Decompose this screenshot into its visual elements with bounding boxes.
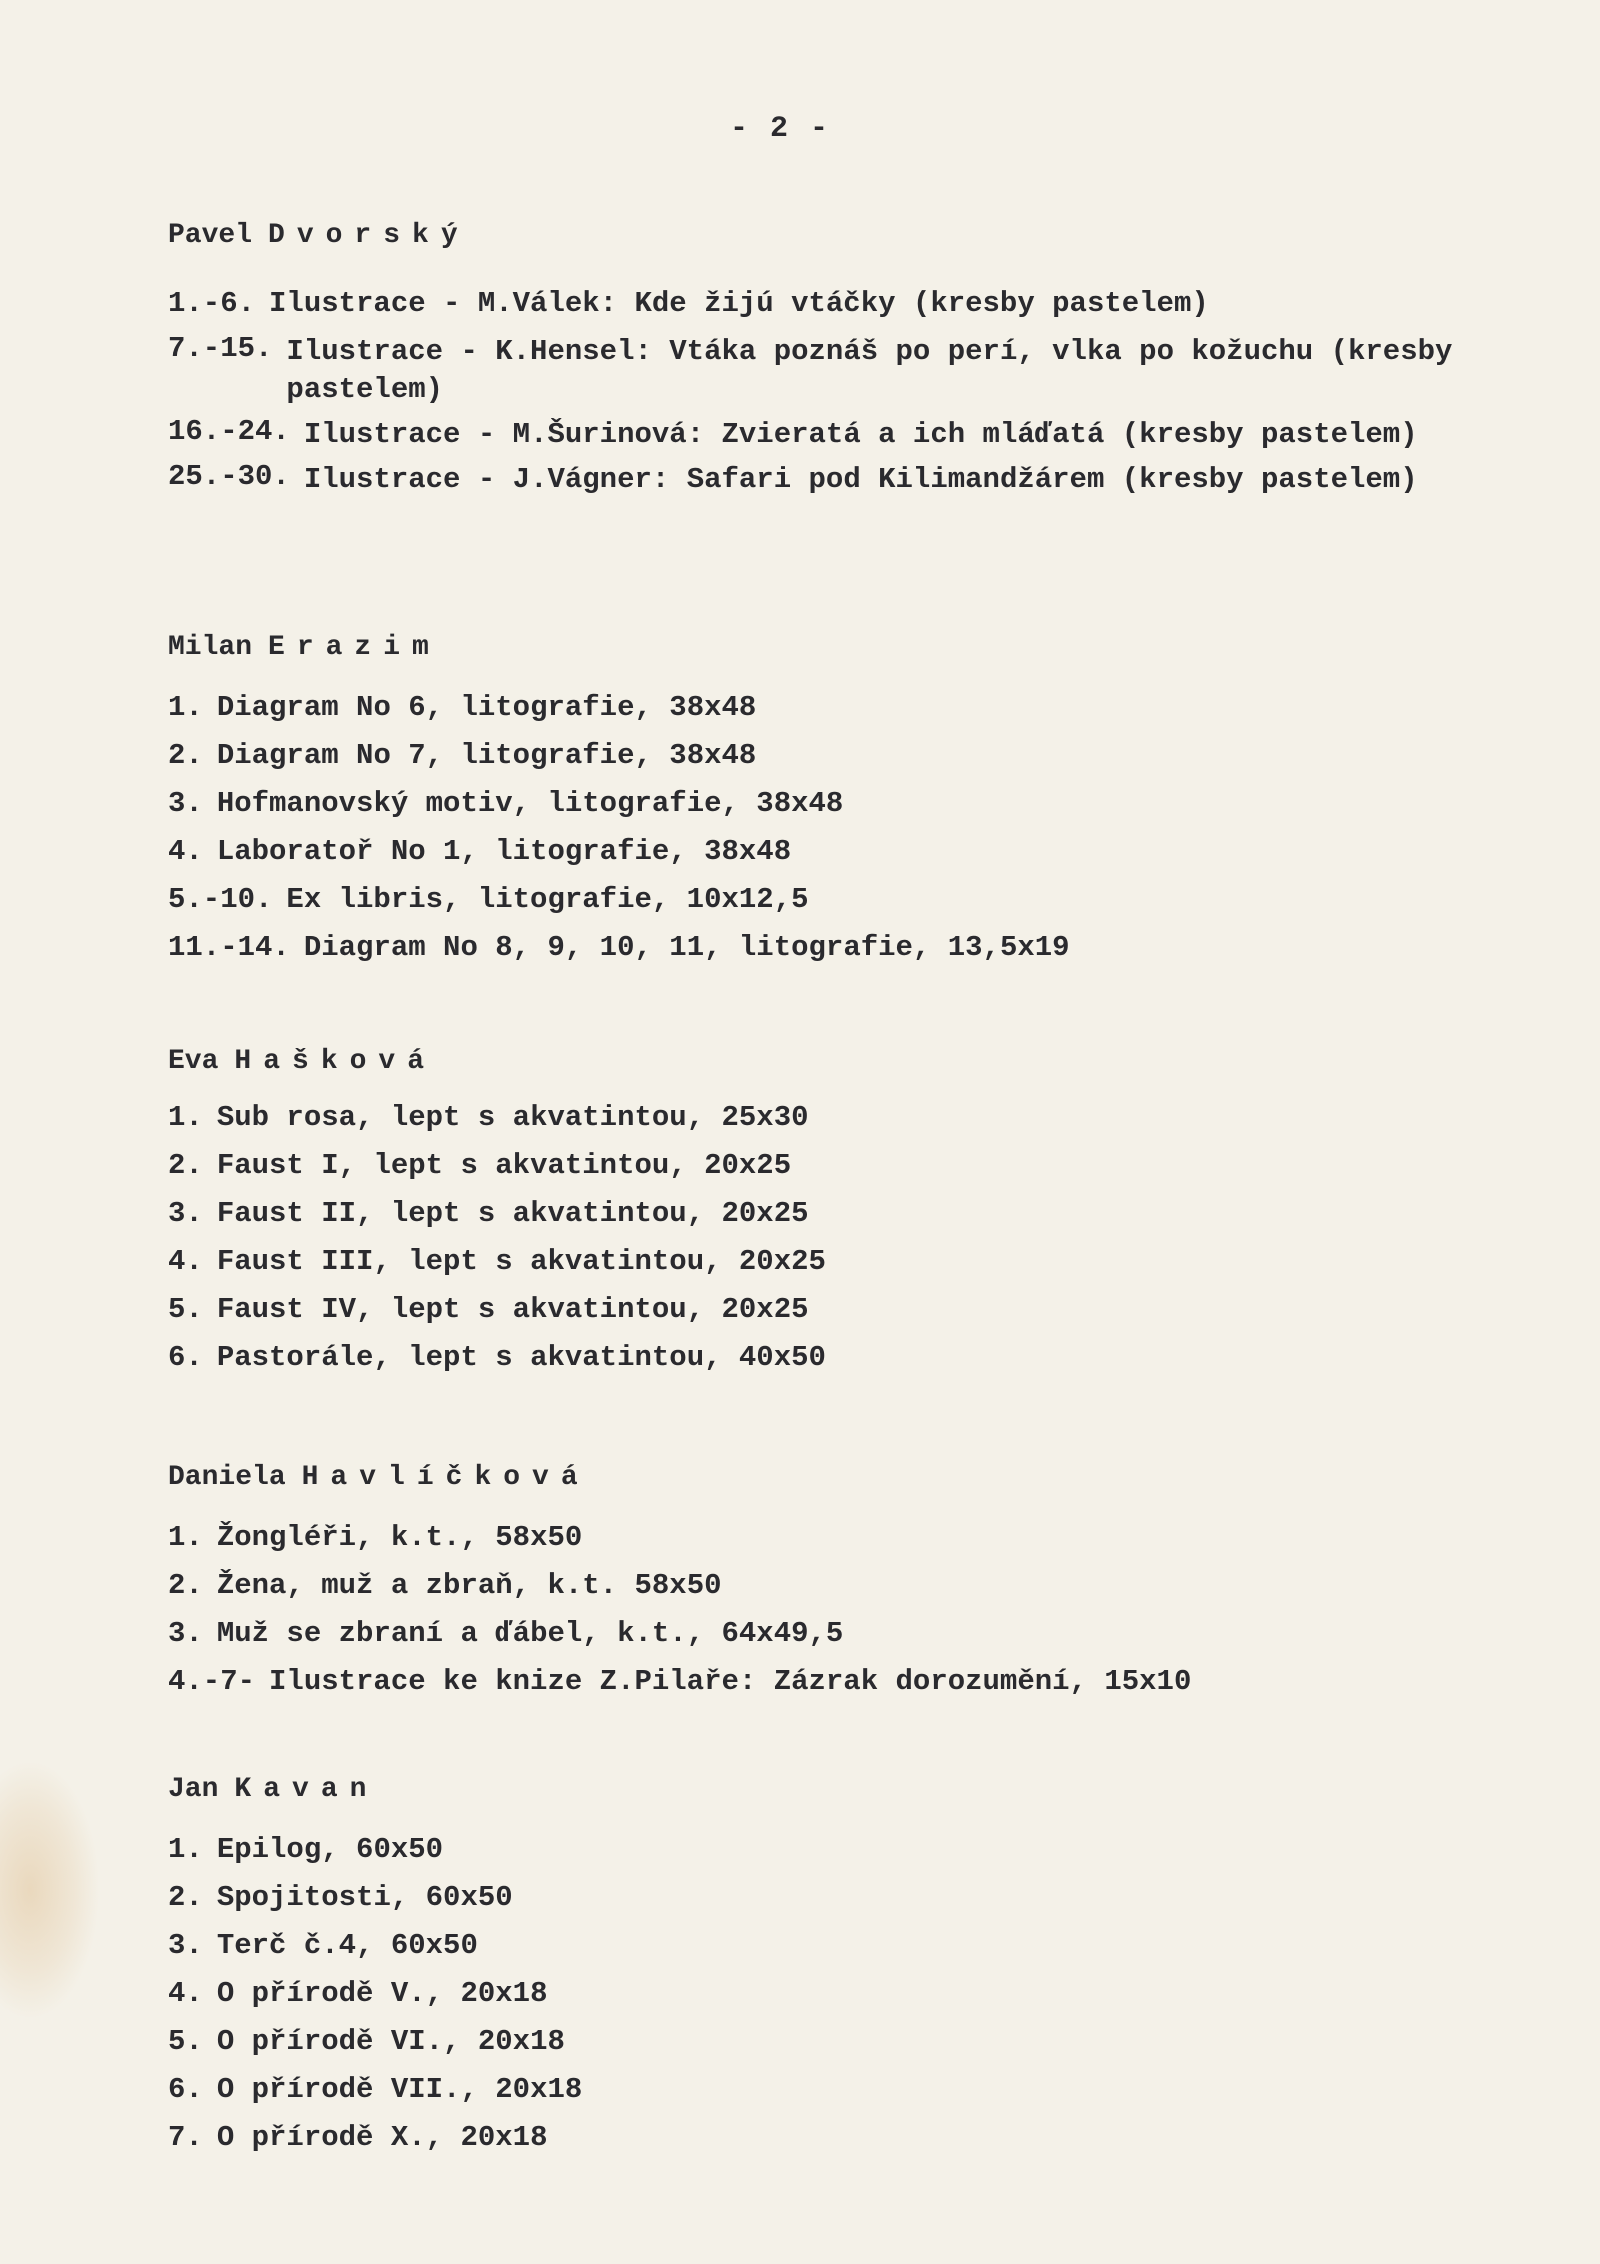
artwork-description: Diagram No 7, litografie, 38x48 — [216, 739, 757, 772]
artwork-item — [168, 878, 1578, 922]
artwork-number: 5.-10. — [168, 883, 273, 916]
artwork-item — [168, 2020, 1578, 2064]
artwork-description: Sub rosa, lept s akvatintou, 25x30 — [216, 1101, 809, 1134]
artwork-item — [168, 734, 1578, 778]
artist-section-kavan — [168, 1770, 1578, 2160]
artist-surname: Havlíčková — [301, 1462, 590, 1493]
artist-name — [168, 1458, 1578, 1498]
artist-first-name: Eva — [168, 1046, 219, 1077]
artwork-item — [168, 2116, 1578, 2160]
artwork-number: 6. — [168, 2073, 203, 2106]
artwork-number: 16.-24. — [168, 415, 290, 448]
artwork-number: 4. — [168, 1977, 203, 2010]
artwork-number: 1. — [168, 1101, 203, 1134]
artwork-number: 3. — [168, 1929, 203, 1962]
artwork-list — [168, 282, 1578, 499]
artwork-description: Ilustrace - M.Šurinová: Zvieratá a ich mláďatá (kresby pastelem) — [303, 418, 1418, 451]
artist-surname: Dvorský — [268, 220, 470, 251]
artwork-item — [168, 830, 1578, 874]
artwork-list — [168, 1096, 1578, 1380]
artist-surname: Hašková — [234, 1046, 437, 1077]
artwork-description: Diagram No 8, 9, 10, 11, litografie, 13,5x19 — [303, 931, 1070, 964]
artwork-number: 7. — [168, 2121, 203, 2154]
artwork-description: Muž se zbraní a ďábel, k.t., 64x49,5 — [216, 1617, 844, 1650]
artwork-item — [168, 1564, 1578, 1608]
artwork-item — [168, 458, 1578, 499]
artwork-item — [168, 1828, 1578, 1872]
artist-section-erazim — [168, 628, 1578, 970]
artwork-description: Pastorále, lept s akvatintou, 40x50 — [216, 1341, 826, 1374]
artist-first-name: Daniela — [168, 1462, 286, 1493]
artwork-description: O přírodě V., 20x18 — [216, 1977, 548, 2010]
artwork-number: 5. — [168, 1293, 203, 1326]
artwork-number: 25.-30. — [168, 460, 290, 493]
artwork-description: Ilustrace ke knize Z.Pilaře: Zázrak dorozumění, 15x10 — [269, 1665, 1192, 1698]
artist-name — [168, 1770, 1578, 1810]
artwork-description: Žongléři, k.t., 58x50 — [216, 1521, 583, 1554]
artist-section-dvorsky — [168, 216, 1578, 499]
artist-name — [168, 216, 1578, 256]
artwork-item — [168, 1240, 1578, 1284]
artwork-number: 6. — [168, 1341, 203, 1374]
artwork-description: Ex libris, litografie, 10x12,5 — [286, 883, 809, 916]
artwork-description: O přírodě X., 20x18 — [216, 2121, 548, 2154]
artwork-item — [168, 926, 1578, 970]
artwork-description: Faust II, lept s akvatintou, 20x25 — [216, 1197, 809, 1230]
artwork-number: 4. — [168, 835, 203, 868]
artwork-item — [168, 1660, 1578, 1704]
page-number: - 2 - — [729, 112, 830, 146]
artwork-number: 7.-15. — [168, 332, 273, 365]
artwork-description: Faust I, lept s akvatintou, 20x25 — [216, 1149, 792, 1182]
artwork-description: Ilustrace - J.Vágner: Safari pod Kilimandžárem (kresby pastelem) — [303, 463, 1418, 496]
artwork-item — [168, 1144, 1578, 1188]
artwork-description: O přírodě VII., 20x18 — [216, 2073, 583, 2106]
artwork-item — [168, 1516, 1578, 1560]
artwork-description: Terč č.4, 60x50 — [216, 1929, 478, 1962]
artwork-list — [168, 1828, 1578, 2160]
artwork-item — [168, 1288, 1578, 1332]
artist-section-havlickova — [168, 1458, 1578, 1704]
artist-section-haskova — [168, 1042, 1578, 1380]
artwork-description: Hofmanovský motiv, litografie, 38x48 — [216, 787, 844, 820]
artwork-number: 2. — [168, 1569, 203, 1602]
artwork-number: 3. — [168, 1617, 203, 1650]
artwork-item — [168, 1096, 1578, 1140]
artwork-item — [168, 1336, 1578, 1380]
artwork-item — [168, 1972, 1578, 2016]
artist-first-name: Milan — [168, 632, 253, 663]
artist-surname: Kavan — [234, 1774, 379, 1805]
artwork-number: 1. — [168, 691, 203, 724]
artwork-number: 1.-6. — [168, 287, 256, 320]
artwork-number: 2. — [168, 739, 203, 772]
artwork-item — [168, 686, 1578, 730]
artwork-item — [168, 1612, 1578, 1656]
artwork-description: Diagram No 6, litografie, 38x48 — [216, 691, 757, 724]
artwork-description: Faust IV, lept s akvatintou, 20x25 — [216, 1293, 809, 1326]
artwork-number: 1. — [168, 1521, 203, 1554]
artwork-item — [168, 1192, 1578, 1236]
artwork-number: 11.-14. — [168, 931, 290, 964]
paper-stain — [0, 1760, 100, 2020]
artwork-description: Epilog, 60x50 — [216, 1833, 444, 1866]
artwork-description: Ilustrace - K.Hensel: Vtáka poznáš po perí, vlka po kožuchu (kresby pastelem) — [286, 335, 1453, 406]
artist-first-name: Jan — [168, 1774, 219, 1805]
artwork-list — [168, 1516, 1578, 1704]
artist-first-name: Pavel — [168, 220, 253, 251]
artist-surname: Erazim — [268, 632, 441, 663]
artwork-item — [168, 1924, 1578, 1968]
artwork-item — [168, 782, 1578, 826]
artist-name — [168, 1042, 1578, 1082]
artwork-number: 4.-7- — [168, 1665, 256, 1698]
artwork-item — [168, 413, 1578, 454]
artwork-description: Faust III, lept s akvatintou, 20x25 — [216, 1245, 826, 1278]
artwork-number: 5. — [168, 2025, 203, 2058]
artwork-number: 2. — [168, 1149, 203, 1182]
artwork-number: 4. — [168, 1245, 203, 1278]
artwork-description: Ilustrace - M.Válek: Kde žijú vtáčky (kresby pastelem) — [269, 287, 1209, 320]
artist-name — [168, 628, 1578, 668]
artwork-list — [168, 686, 1578, 970]
artwork-item — [168, 282, 1578, 326]
artwork-number: 2. — [168, 1881, 203, 1914]
artwork-item — [168, 2068, 1578, 2112]
artwork-description: Spojitosti, 60x50 — [216, 1881, 513, 1914]
artwork-description: Žena, muž a zbraň, k.t. 58x50 — [216, 1569, 722, 1602]
artwork-number: 3. — [168, 787, 203, 820]
artwork-item — [168, 1876, 1578, 1920]
artwork-description: Laboratoř No 1, litografie, 38x48 — [216, 835, 792, 868]
artwork-number: 1. — [168, 1833, 203, 1866]
artwork-number: 3. — [168, 1197, 203, 1230]
artwork-description: O přírodě VI., 20x18 — [216, 2025, 565, 2058]
artwork-item — [168, 330, 1578, 409]
